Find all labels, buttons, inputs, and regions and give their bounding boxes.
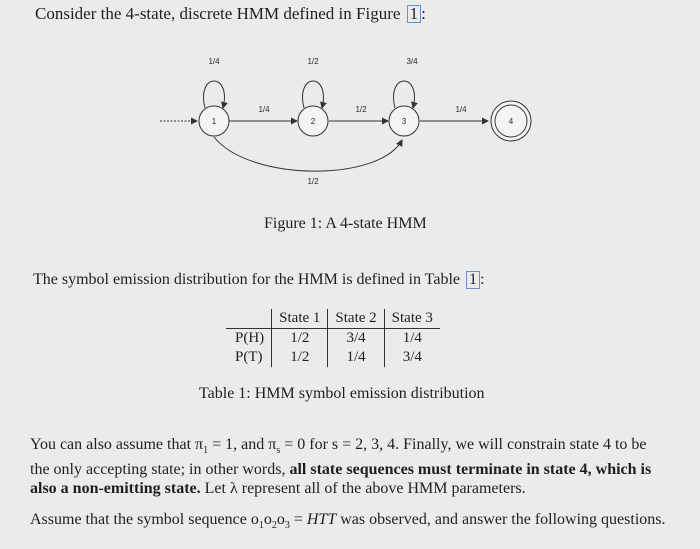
table-header-state-1: State 1 [272, 309, 328, 329]
self-loop-1 [204, 81, 225, 108]
hmm-diagram [0, 0, 700, 200]
emission-intro-sentence: The symbol emission distribution for the HMM is defined in Table [33, 271, 460, 288]
question-paragraph: Assume that the symbol sequence $o_1o_2o_3$ = HTT was observed, and answer the following questions. [30, 511, 666, 532]
table-row [226, 348, 440, 367]
self-loop-label-2: 1/2 [307, 57, 319, 66]
table-header-row [226, 309, 440, 329]
skip-arc-1-3 [214, 137, 402, 171]
table-header-corner [226, 309, 272, 329]
transition-label-2-3: 1/2 [355, 105, 367, 114]
table-cell: 1/2 [272, 329, 328, 349]
table-row-label: P(T) [235, 349, 263, 365]
assumption-text-d: Let λ represent all of the above HMM parameters. [200, 480, 526, 498]
transition-label-1-2: 1/4 [258, 105, 270, 114]
intro-colon: : [421, 4, 426, 23]
assumption-text-c: = 0 for s = 2, 3, 4. Finally, we will constrain state 4 to be the only accepting state; in other words, [30, 436, 647, 479]
emission-intro-colon: : [479, 271, 485, 288]
self-loop-label-1: 1/4 [208, 57, 220, 66]
state-label-3: 3 [401, 117, 407, 126]
table-caption: Table 1: HMM symbol emission distribution [199, 385, 485, 402]
figure-caption: Figure 1: A 4-state HMM [264, 215, 427, 232]
emission-table [226, 309, 440, 367]
state-label-4: 4 [508, 117, 514, 126]
table-cell: 3/4 [328, 329, 384, 349]
self-loop-3 [394, 81, 415, 108]
intro-sentence: Consider the 4-state, discrete HMM defined in Figure [35, 4, 401, 23]
table-cell: 1/4 [328, 348, 384, 367]
table-header-state-3: State 3 [384, 309, 440, 329]
table-header-state-2: State 2 [328, 309, 384, 329]
table-cell: 3/4 [384, 348, 440, 367]
question-text-a: Assume that the symbol sequence o [30, 511, 259, 528]
assumption-text-b: = 1, and π [208, 436, 277, 453]
state-label-2: 2 [310, 117, 316, 126]
assumption-text-a: You can also assume that π [30, 436, 204, 453]
skip-label-1-3: 1/2 [307, 177, 319, 186]
table-row [226, 329, 440, 349]
emission-intro [33, 271, 484, 289]
assumption-bold: all state sequences must terminate in state 4, which is also a non-emitting state. [30, 461, 652, 498]
question-text-c: was observed, and answer the following questions. [336, 511, 666, 528]
table-ref-link[interactable]: 1 [466, 271, 480, 289]
self-loop-label-3: 3/4 [406, 57, 418, 66]
figure-ref-link[interactable]: 1 [407, 5, 422, 23]
state-label-1: 1 [211, 117, 217, 126]
assumption-paragraph: You can also assume that $\pi_1 = 1$, and $\pi_s = 0$ for s = 2, 3, 4. Finally, we will constrain state 4 to be the only accepting state; in other words, all state sequences must terminate in state 4, which is also a non-emitting state. Let λ represent all of the above HMM parameters. [30, 436, 652, 498]
table-row-label: P(H) [235, 330, 265, 346]
observed-sequence: HTT [306, 511, 337, 528]
table-cell: 1/2 [272, 348, 328, 367]
self-loop-2 [303, 81, 324, 108]
table-cell: 1/4 [384, 329, 440, 349]
question-text-b: = [289, 511, 307, 528]
transition-label-3-4: 1/4 [455, 105, 467, 114]
